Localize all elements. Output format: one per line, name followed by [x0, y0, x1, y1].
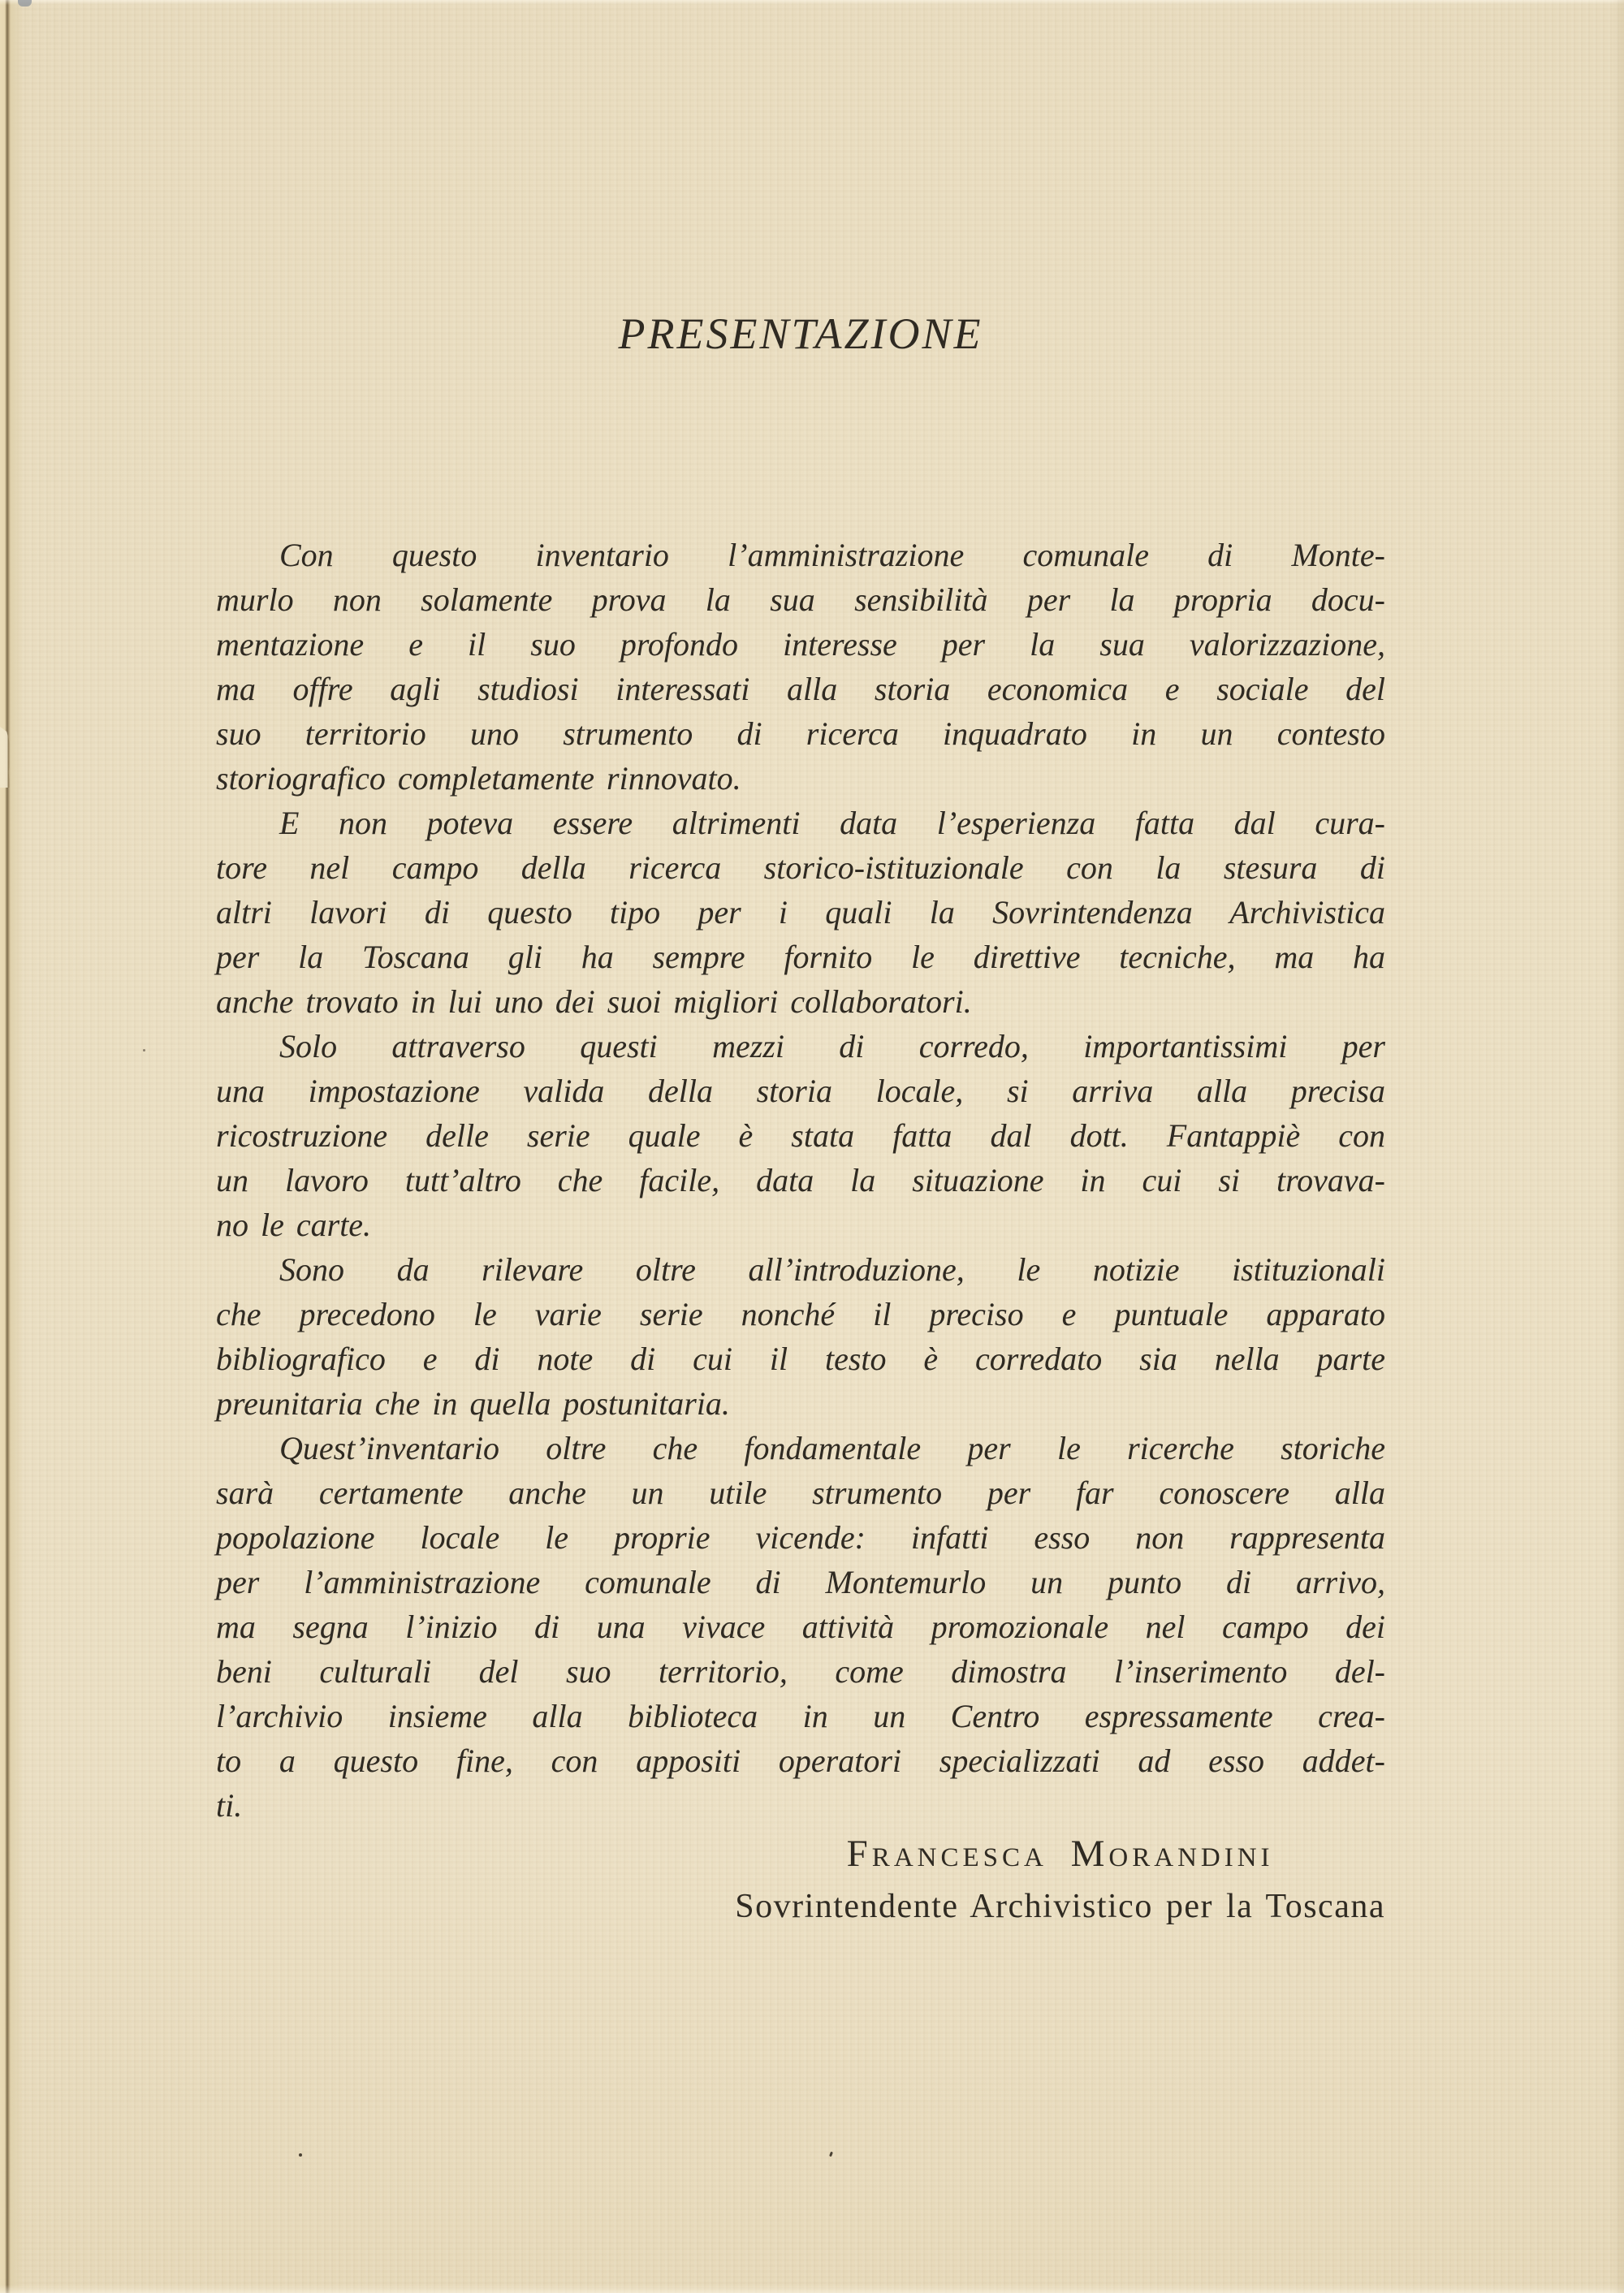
page-top-edge	[0, 0, 1624, 5]
text-line: tore nel campo della ricerca storico-istituzionale con la stesura di	[216, 849, 1385, 886]
body-text	[216, 533, 1385, 1828]
paragraph	[216, 1426, 1385, 1828]
text-line: Con questo inventario l’amministrazione comunale di Monte-	[279, 537, 1385, 573]
text-line: anche trovato in lui uno dei suoi migliori collaboratori.	[216, 983, 972, 1020]
text-line: storiografico completamente rinnovato.	[216, 760, 741, 797]
text-line: ti.	[216, 1787, 243, 1824]
signature-name: Francesca Morandini	[846, 1833, 1274, 1875]
text-line: mentazione e il suo profondo interesse per la sua valorizzazione,	[216, 626, 1385, 663]
ink-speck	[299, 2153, 302, 2157]
text-line: ma segna l’inizio di una vivace attività promozionale nel campo dei	[216, 1609, 1385, 1645]
text-line: che precedono le varie serie nonché il preciso e puntuale apparato	[216, 1296, 1385, 1332]
paragraph	[216, 533, 1385, 801]
text-line: ricostruzione delle serie quale è stata fatta dal dott. Fantappiè con	[216, 1117, 1385, 1154]
ink-speck	[829, 2152, 833, 2157]
page-title: PRESENTAZIONE	[618, 309, 983, 358]
page-right-edge	[1613, 0, 1624, 2293]
page-bottom-edge	[0, 2285, 1624, 2293]
text-line: ma offre agli studiosi interessati alla storia economica e sociale del	[216, 671, 1385, 707]
text-line: per l’amministrazione comunale di Montemurlo un punto di arrivo,	[216, 1564, 1385, 1600]
text-line: sarà certamente anche un utile strumento per far conoscere alla	[216, 1475, 1385, 1511]
text-line: Solo attraverso questi mezzi di corredo, importantissimi per	[279, 1028, 1385, 1064]
text-line: l’archivio insieme alla biblioteca in un Centro espressamente crea-	[216, 1698, 1385, 1734]
text-line: popolazione locale le proprie vicende: infatti esso non rappresenta	[216, 1519, 1385, 1556]
text-line: to a questo fine, con appositi operatori specializzati ad esso addet-	[216, 1742, 1385, 1779]
text-line: Quest’inventario oltre che fondamentale per le ricerche storiche	[279, 1430, 1385, 1466]
text-line: per la Toscana gli ha sempre fornito le direttive tecniche, ma ha	[216, 939, 1385, 975]
text-line: murlo non solamente prova la sua sensibilità per la propria docu-	[216, 581, 1385, 618]
text-line: no le carte.	[216, 1207, 372, 1243]
paragraph	[216, 1024, 1385, 1247]
text-line: un lavoro tutt’altro che facile, data la situazione in cui si trovava-	[216, 1162, 1385, 1198]
paragraph	[216, 1247, 1385, 1426]
text-line: preunitaria che in quella postunitaria.	[216, 1385, 730, 1422]
signature-role: Sovrintendente Archivistico per la Toscana	[735, 1888, 1385, 1926]
signature	[735, 1832, 1385, 1926]
ink-speck	[143, 1049, 145, 1051]
text-line: suo territorio uno strumento di ricerca inquadrato in un contesto	[216, 715, 1385, 752]
text-line: E non poteva essere altrimenti data l’esperienza fatta dal cura-	[279, 805, 1385, 841]
text-line: altri lavori di questo tipo per i quali la Sovrintendenza Archivistica	[216, 894, 1385, 931]
paragraph	[216, 801, 1385, 1024]
text-line: una impostazione valida della storia locale, si arriva alla precisa	[216, 1073, 1385, 1109]
scan-smudge	[18, 0, 32, 6]
page-left-edge	[0, 0, 24, 2293]
text-line: Sono da rilevare oltre all’introduzione, le notizie istituzionali	[279, 1251, 1385, 1288]
text-line: bibliografico e di note di cui il testo è corredato sia nella parte	[216, 1341, 1385, 1377]
text-line: beni culturali del suo territorio, come dimostra l’inserimento del-	[216, 1653, 1385, 1690]
